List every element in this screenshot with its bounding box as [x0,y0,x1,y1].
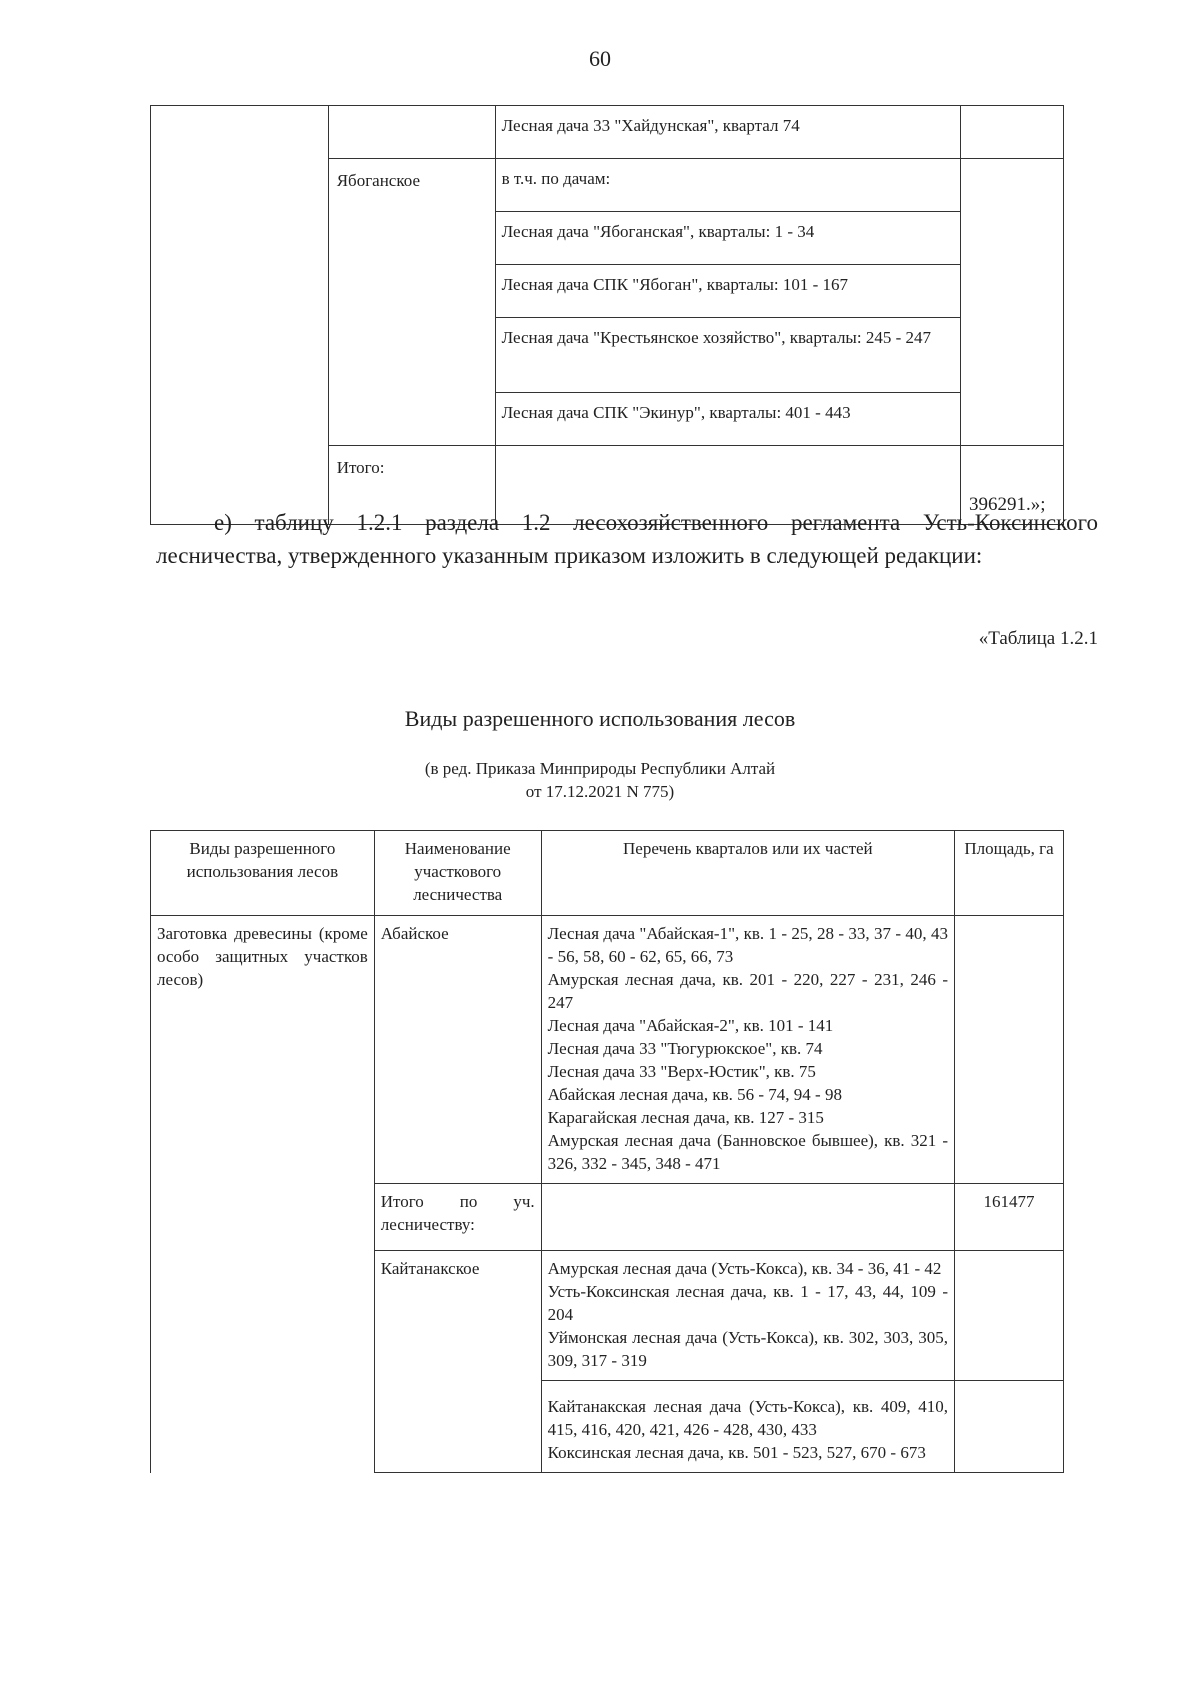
forestry-kaitanak: Кайтанакское [374,1251,541,1473]
list-item: Амурская лесная дача, кв. 201 - 220, 227 - 231, 246 - 247 [547,970,949,1012]
page-number: 60 [589,46,611,71]
list-item: Амурская лесная дача (Усть-Кокса), кв. 34 - 36, 41 - 42 [547,1259,942,1278]
kaitanak-quarters-1 [541,1251,954,1381]
abai-total-value: 161477 [955,1184,1064,1251]
empty-cell [961,106,1064,159]
list-item: Лесная дача 33 "Тюгурюкское", кв. 74 [547,1039,823,1058]
empty-cell [955,916,1064,1184]
empty-cell [541,1184,954,1251]
list-item: Лесная дача 33 "Верх-Юстик", кв. 75 [547,1062,816,1081]
forestry-name: Ябоганское [328,159,495,446]
empty-cell [328,106,495,159]
header-use-type: Виды разрешенного использования лесов [151,831,375,916]
empty-cell [151,106,329,525]
edition-line-1: (в ред. Приказа Минприроды Республики Алтай [424,759,776,778]
table-row: в т.ч. по дачам: [495,159,960,212]
forestry-abai: Абайское [374,916,541,1184]
abai-total-label: Итого по уч. лесничеству: [374,1184,541,1251]
paragraph-text: е) таблицу 1.2.1 раздела 1.2 лесохозяйственного регламента Усть-Коксинского лесничества, утвержденного указанным приказом изложить в следующей редакции: [156,510,1098,568]
use-type-cell: Заготовка древесины (кроме особо защитных участков лесов) [151,916,375,1473]
table-row: Лесная дача "Ябоганская", кварталы: 1 - 34 [495,212,960,265]
edition-line-2: от 17.12.2021 N 775) [525,782,675,801]
list-item: Карагайская лесная дача, кв. 127 - 315 [547,1108,824,1127]
instruction-paragraph [156,506,1098,572]
table-main [150,830,1064,1473]
list-item: Амурская лесная дача (Банновское бывшее), кв. 321 - 326, 332 - 345, 348 - 471 [547,1131,949,1173]
header-forestry: Наименование участкового лесничества [374,831,541,916]
empty-cell [955,1381,1064,1473]
list-item: Кайтанакская лесная дача (Усть-Кокса), кв. 409, 410, 415, 416, 420, 421, 426 - 428, 430, 433 [547,1397,949,1439]
list-item: Лесная дача "Абайская-1", кв. 1 - 25, 28 - 33, 37 - 40, 43 - 56, 58, 60 - 62, 65, 66, 73 [547,924,949,966]
empty-cell [961,159,1064,446]
table-top [150,105,1064,525]
abai-quarters [541,916,954,1184]
table-label: «Таблица 1.2.1 [978,628,1098,649]
list-item: Лесная дача "Абайская-2", кв. 101 - 141 [547,1016,834,1035]
header-area: Площадь, га [955,831,1064,916]
edition-note [0,757,1200,803]
total-label: Итого: [328,446,495,525]
table-row: Лесная дача "Крестьянское хозяйство", кварталы: 245 - 247 [495,318,960,393]
table-row: Лесная дача 33 "Хайдунская", квартал 74 [495,106,960,159]
list-item: Усть-Коксинская лесная дача, кв. 1 - 17, 43, 44, 109 - 204 [547,1282,949,1324]
table-title: Виды разрешенного использования лесов [404,706,796,731]
table-row: Лесная дача СПК "Экинур", кварталы: 401 - 443 [495,393,960,446]
header-quarters: Перечень кварталов или их частей [541,831,954,916]
total-value: 396291.»; [961,446,1064,525]
list-item: Коксинская лесная дача, кв. 501 - 523, 527, 670 - 673 [547,1443,926,1462]
kaitanak-quarters-2 [541,1381,954,1473]
empty-cell [955,1251,1064,1381]
list-item: Абайская лесная дача, кв. 56 - 74, 94 - 98 [547,1085,842,1104]
table-row: Лесная дача СПК "Ябоган", кварталы: 101 - 167 [495,265,960,318]
list-item: Уймонская лесная дача (Усть-Кокса), кв. 302, 303, 305, 309, 317 - 319 [547,1328,949,1370]
